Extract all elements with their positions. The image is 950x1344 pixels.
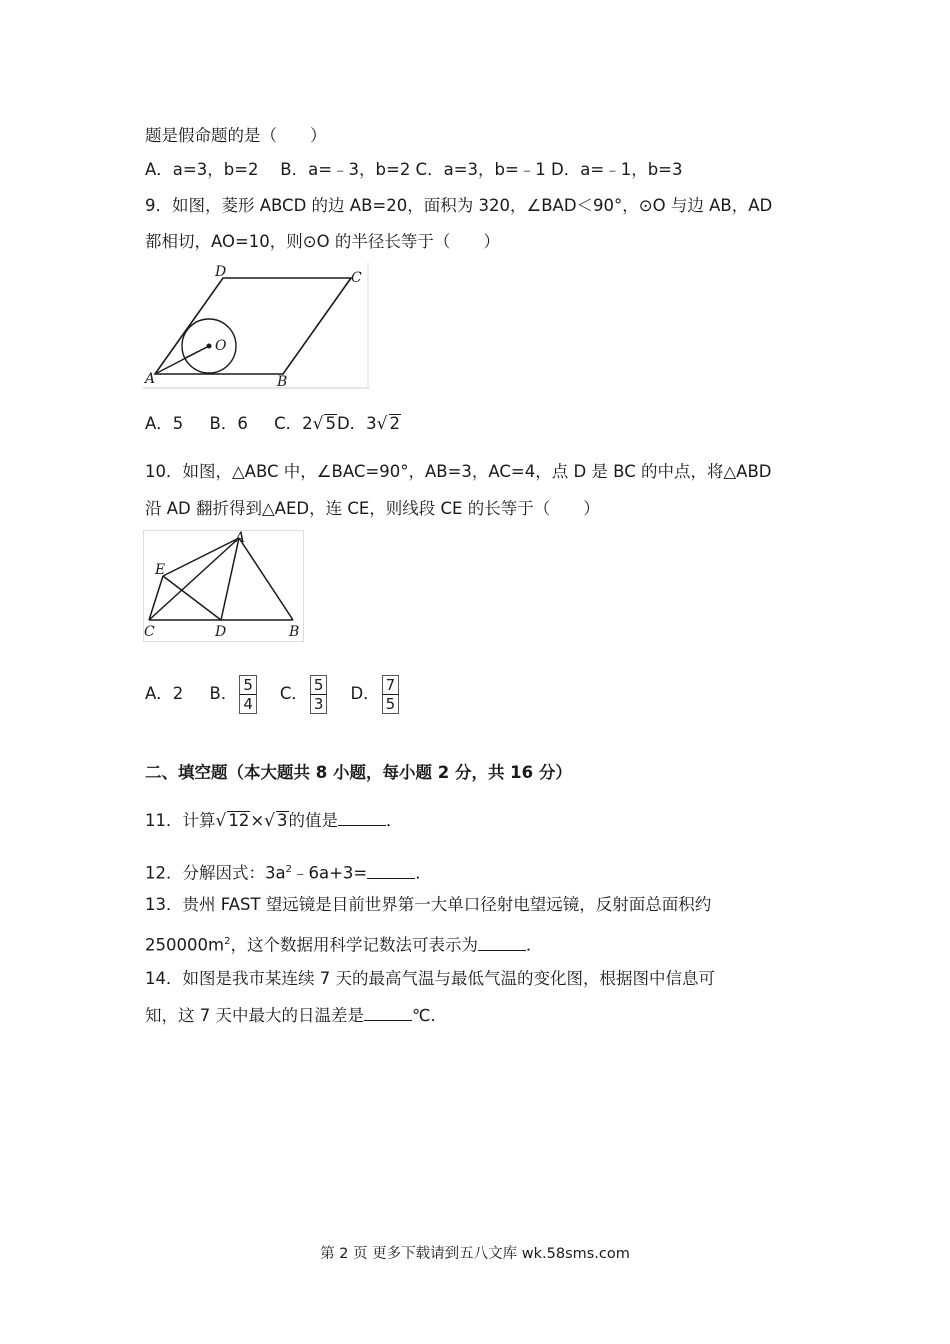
q10-stem-line2: 沿 AD 翻折得到△AED，连 CE，则线段 CE 的长等于（ ） xyxy=(145,499,600,518)
q9-option-a: A．5 xyxy=(145,414,184,433)
q11-radicand-1: 12 xyxy=(228,811,250,830)
q12: 12．分解因式：$3a^2﹣6a+3=$ ． xyxy=(145,863,432,883)
q10-option-a: A．2 xyxy=(145,684,184,703)
q10-option-c-fraction: $\frac{5}{3}$ xyxy=(310,675,328,714)
label-d: D xyxy=(215,264,227,280)
radius-segment xyxy=(185,346,209,358)
label-o: O xyxy=(215,338,227,354)
label-c: C xyxy=(351,270,362,286)
q8-options: A．a=3，b=2 B．a=﹣3，b=2 C．a=3，b=﹣1 D．a=﹣1，b=3 xyxy=(145,160,683,179)
q9-option-d: D．3√ 2 xyxy=(336,414,401,434)
radical-icon: √ xyxy=(264,811,276,831)
q8-stem-tail: 题是假命题的是（ ） xyxy=(145,126,327,145)
answer-blank xyxy=(364,1004,412,1021)
q11: 11．计算√ 12×√ 3的值是 ． xyxy=(145,811,403,831)
q9-options xyxy=(145,412,401,436)
q14-line1: 14．如图是我市某连续 7 天的最高气温与最低气温的变化图，根据图中信息可 xyxy=(145,969,715,988)
answer-blank xyxy=(338,809,386,826)
radical-icon: √ xyxy=(376,414,388,434)
q10-triangle-figure xyxy=(143,530,305,644)
section-heading: 二、填空题（本大题共 8 小题，每小题 2 分，共 16 分） xyxy=(145,763,572,782)
segment-ab xyxy=(239,538,293,620)
q9-option-d-radicand: 2 xyxy=(389,414,401,433)
segment-ae xyxy=(163,538,239,576)
label-a: A xyxy=(235,530,246,546)
answer-blank xyxy=(478,934,526,951)
radical-icon: √ xyxy=(215,811,227,831)
q10-option-d-fraction: $\frac{7}{5}$ xyxy=(382,675,400,714)
page-footer: 第 2 页 更多下载请到五八文库 wk.58sms.com xyxy=(320,1246,630,1262)
q11-radicand-2: 3 xyxy=(277,811,288,830)
q10-option-d: D． $\frac{7}{5}$ xyxy=(350,684,401,703)
q9-rhombus-figure xyxy=(143,262,369,390)
q10-stem-line1: 10．如图，△ABC 中，∠BAC=90°，AB=3，AC=4，点 D 是 BC 的中点，将△ABD xyxy=(145,462,772,481)
label-e: E xyxy=(155,562,166,578)
label-d: D xyxy=(215,624,227,640)
q10-options xyxy=(145,674,401,714)
segment-ed xyxy=(163,576,221,620)
q13-line1: 13．贵州 FAST 望远镜是目前世界第一大单口径射电望远镜，反射面总面积约 xyxy=(145,895,712,914)
q13-line2: $250000m^2$，这个数据用科学记数法可表示为 ． xyxy=(145,935,543,955)
label-a: A xyxy=(145,371,156,387)
q10-option-c: C． $\frac{5}{3}$ xyxy=(280,684,330,703)
q9-option-c: C．2√ 5 xyxy=(274,414,336,434)
center-point-o xyxy=(207,344,212,349)
rhombus-abcd xyxy=(155,278,351,374)
q9-stem-line2: 都相切，AO=10，则⊙O 的半径长等于（ ） xyxy=(145,232,500,251)
q10-option-b-fraction: $\frac{5}{4}$ xyxy=(239,675,257,714)
q9-option-c-radicand: 5 xyxy=(325,414,336,433)
q14-line2: 知，这 7 天中最大的日温差是 ℃． xyxy=(145,1006,448,1025)
segment-ad xyxy=(221,538,239,620)
q10-option-b: B． $\frac{5}{4}$ xyxy=(210,684,259,703)
q9-stem-line1: 9．如图，菱形 ABCD 的边 AB=20，面积为 320，∠BAD＜90°，⊙O 与边 AB，AD xyxy=(145,196,773,215)
label-b: B xyxy=(277,374,288,390)
q9-option-b: B．6 xyxy=(209,414,248,433)
answer-blank xyxy=(367,862,415,879)
label-c: C xyxy=(144,624,155,640)
label-b: B xyxy=(289,624,300,640)
radical-icon: √ xyxy=(312,414,324,434)
